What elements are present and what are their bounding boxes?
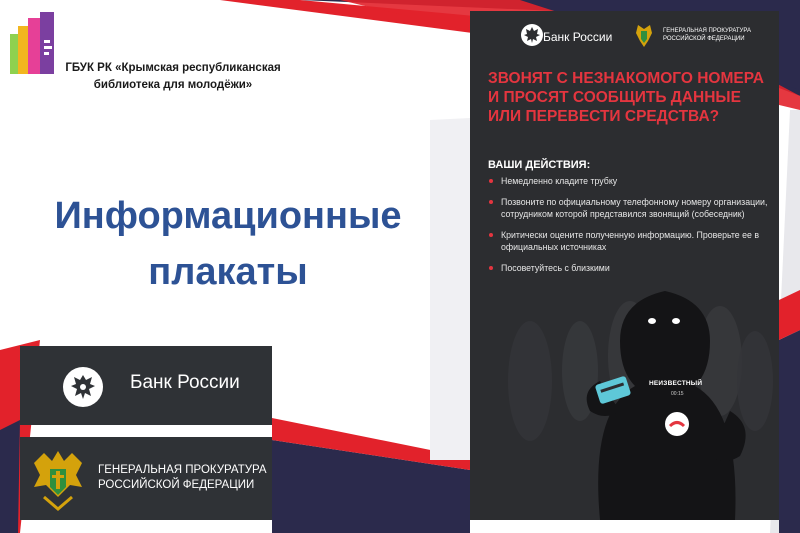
prosecutor-emblem-icon: [30, 447, 86, 513]
prosecutor-label-line2: РОССИЙСКОЙ ФЕДЕРАЦИИ: [98, 479, 255, 491]
bank-of-russia-logo-card: [20, 346, 272, 425]
page-title-line1: Информационные: [54, 195, 402, 237]
prosecutor-general-logo-card: [20, 437, 272, 520]
caller-time: 00:15: [671, 391, 684, 397]
info-poster: [470, 11, 779, 520]
poster-prosecutor-label: [663, 27, 763, 43]
prosecutor-general-label: [98, 463, 270, 493]
page-title: [24, 188, 432, 300]
poster-action-item: Посоветуйтесь с близкими: [488, 262, 768, 274]
bank-card-icon: [595, 376, 635, 404]
poster-action-item: Позвоните по официальному телефонному номеру организации, сотрудником которой представился звонящий (собеседник): [488, 196, 768, 220]
poster-headline-line1: ЗВОНЯТ С НЕЗНАКОМОГО НОМЕРА: [488, 70, 764, 87]
poster-action-item: Немедленно кладите трубку: [488, 175, 768, 187]
library-logo: [8, 12, 60, 74]
poster-subheading: ВАШИ ДЕЙСТВИЯ:: [488, 159, 591, 171]
library-name: [64, 60, 282, 94]
page-title-line2: плакаты: [148, 251, 308, 293]
poster-prosecutor-line1: ГЕНЕРАЛЬНАЯ ПРОКУРАТУРА: [663, 28, 751, 34]
poster-action-item: Критически оцените полученную информацию. Проверьте ее в официальных источниках: [488, 229, 768, 253]
caller-label: НЕИЗВЕСТНЫЙ: [649, 380, 703, 387]
prosecutor-label-line1: ГЕНЕРАЛЬНАЯ ПРОКУРАТУРА: [98, 464, 267, 476]
poster-headline-line2: И ПРОСЯТ СООБЩИТЬ ДАННЫЕ: [488, 89, 741, 106]
poster-headline-line3: ИЛИ ПЕРЕВЕСТИ СРЕДСТВА?: [488, 108, 720, 125]
double-eagle-icon: [62, 366, 104, 408]
library-name-line1: ГБУК РК «Крымская республиканская: [65, 62, 281, 74]
library-name-line2: библиотека для молодёжи»: [93, 79, 253, 91]
poster-prosecutor-line2: РОССИЙСКОЙ ФЕДЕРАЦИИ: [663, 36, 745, 42]
poster-bank-label: Банк России: [543, 30, 613, 44]
poster-headline: [488, 69, 778, 126]
bank-of-russia-label: Банк России: [130, 372, 240, 393]
